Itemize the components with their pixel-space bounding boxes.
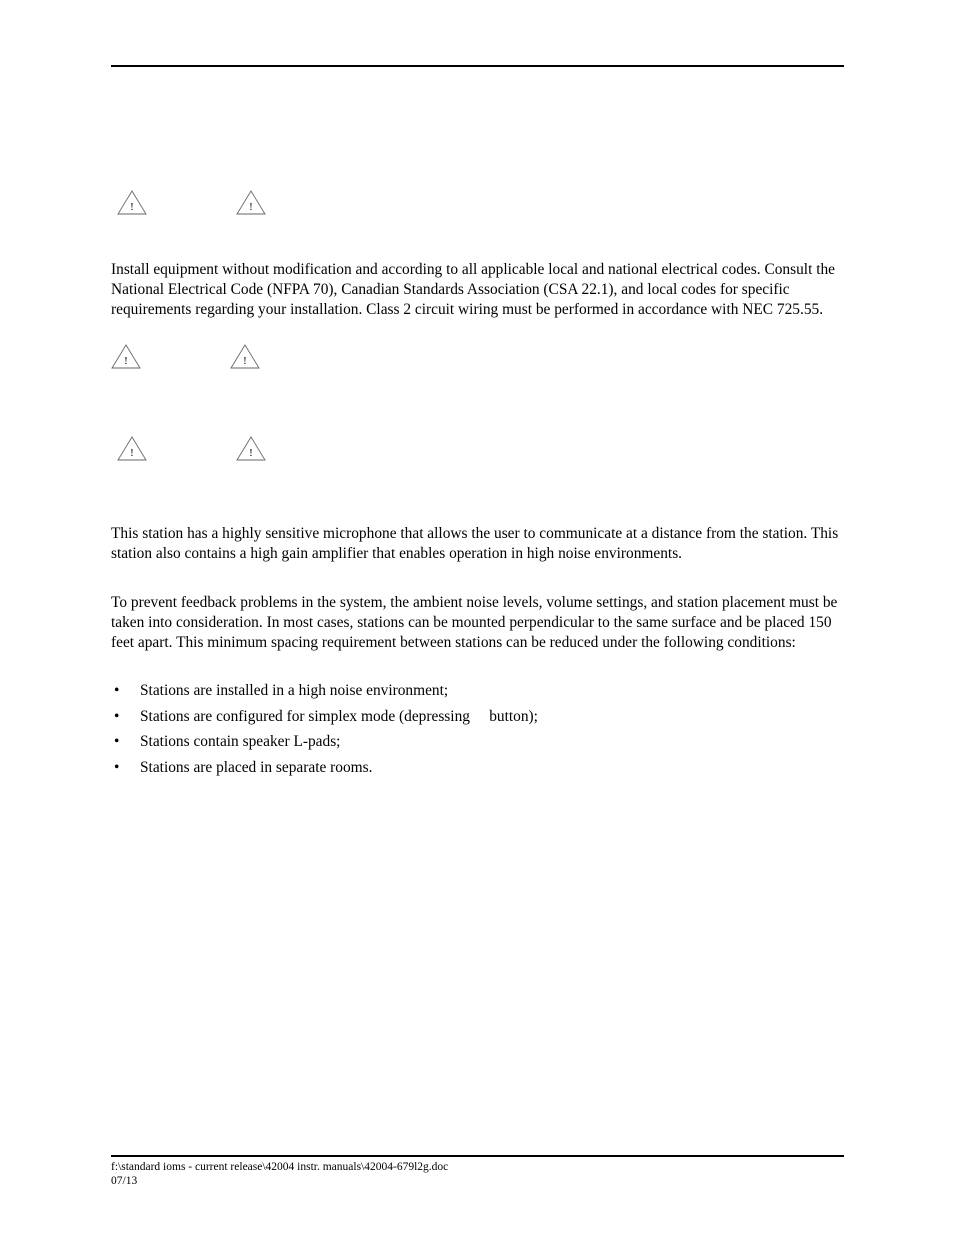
bullet-icon: • bbox=[114, 707, 120, 725]
svg-text:!: ! bbox=[130, 447, 134, 459]
bullet-icon: • bbox=[114, 733, 120, 751]
conditions-list bbox=[111, 681, 538, 784]
svg-text:!: ! bbox=[124, 355, 128, 367]
warning-row-2 bbox=[111, 344, 271, 372]
warning-triangle-icon bbox=[111, 344, 141, 370]
footer-rule bbox=[111, 1155, 844, 1157]
feedback-paragraph: To prevent feedback problems in the system, the ambient noise levels, volume settings, and station placement must be taken into consideration. In most cases, stations can be mounted perpendicular to the same surface and be placed 150 feet apart. This minimum spacing requirement between stations can be reduced under the following conditions: bbox=[111, 594, 838, 651]
microphone-paragraph: This station has a highly sensitive microphone that allows the user to communicate at a distance from the station. This station also contains a high gain amplifier that enables operation in high noise environments. bbox=[111, 525, 839, 562]
bullet-icon: • bbox=[114, 759, 120, 777]
footer-date: 07/13 bbox=[111, 1175, 138, 1187]
warning-row-1 bbox=[117, 190, 277, 218]
list-item-text: Stations are configured for simplex mode (depressing button); bbox=[140, 707, 538, 725]
list-item bbox=[111, 732, 538, 758]
warning-triangle-icon bbox=[230, 344, 260, 370]
warning-triangle-icon bbox=[117, 436, 147, 462]
list-item bbox=[111, 758, 538, 784]
svg-text:!: ! bbox=[249, 447, 253, 459]
footer bbox=[111, 1160, 448, 1188]
warning-triangle-icon bbox=[236, 190, 266, 216]
list-item-text: Stations are placed in separate rooms. bbox=[140, 759, 373, 777]
warning-triangle-icon bbox=[117, 190, 147, 216]
footer-file-path: f:\standard ioms - current release\42004 instr. manuals\42004-679l2g.doc bbox=[111, 1161, 449, 1173]
header-rule bbox=[111, 65, 844, 67]
svg-text:!: ! bbox=[249, 201, 253, 213]
list-item-text: Stations contain speaker L-pads; bbox=[140, 733, 341, 751]
list-item bbox=[111, 681, 538, 707]
installation-codes-paragraph: Install equipment without modification and according to all applicable local and national electrical codes. Consult the National Electrical Code (NFPA 70), Canadian Standards Association (CSA 22.1), and local codes for specific requirements regarding your installation. Class 2 circuit wiring must be performed in accordance with NEC 725.55. bbox=[111, 261, 835, 318]
svg-text:!: ! bbox=[130, 201, 134, 213]
list-item-text: Stations are installed in a high noise environment; bbox=[140, 682, 449, 699]
bullet-icon: • bbox=[114, 682, 120, 699]
warning-triangle-icon bbox=[236, 436, 266, 462]
svg-text:!: ! bbox=[243, 355, 247, 367]
warning-row-3 bbox=[117, 436, 277, 464]
list-item bbox=[111, 707, 538, 733]
